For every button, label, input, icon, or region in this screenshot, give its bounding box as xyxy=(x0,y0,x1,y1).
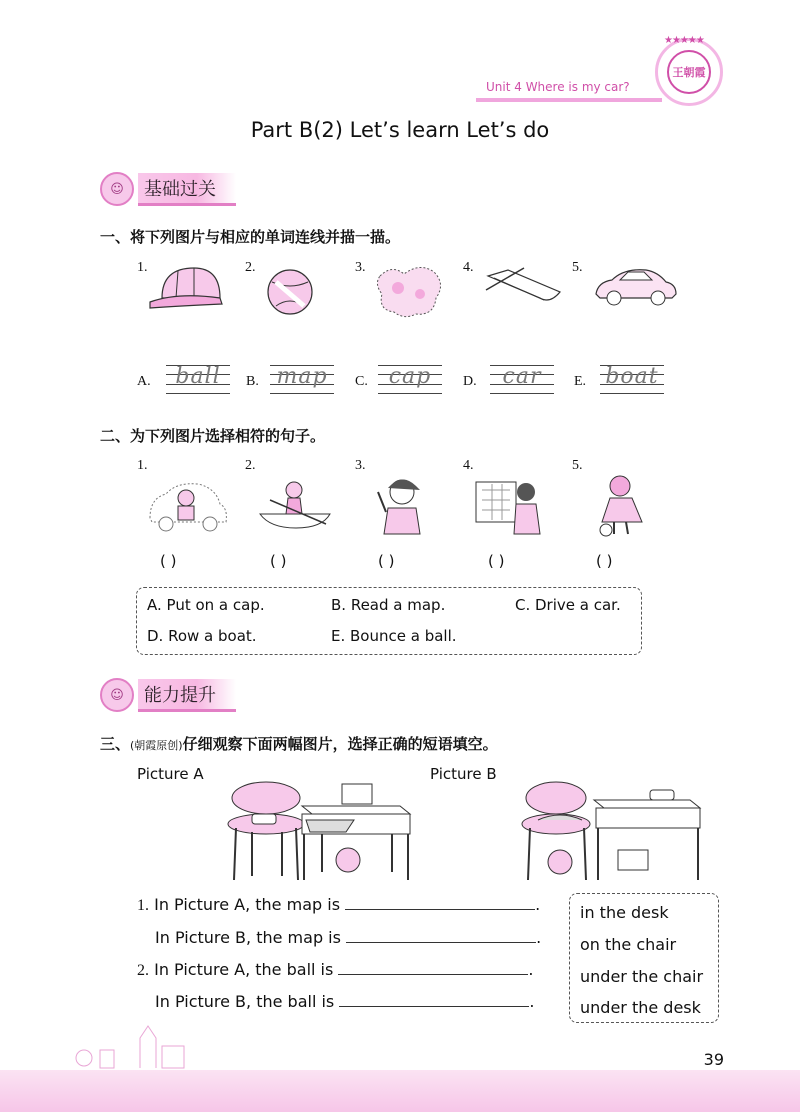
sentence-option: D. Row a boat. xyxy=(147,627,257,645)
brand-badge-icon xyxy=(655,35,723,106)
handwriting-boat xyxy=(600,362,664,396)
phrase-choices-box xyxy=(569,893,719,1023)
picture-a-scene xyxy=(224,780,414,884)
q2-number: 3. xyxy=(355,458,366,473)
answer-blank[interactable] xyxy=(339,992,529,1007)
picture-b-scene xyxy=(520,780,710,884)
put-on-cap-picture xyxy=(372,474,434,536)
cartoon-face-icon: ☺ xyxy=(100,678,134,712)
unit-header xyxy=(476,72,662,102)
map-picture xyxy=(374,262,446,322)
section-basic-header xyxy=(100,174,236,204)
q3-source: (朝霞原创) xyxy=(130,739,183,752)
question-2-instruction: 二、为下列图片选择相符的句子。 xyxy=(100,427,326,445)
q3-prefix: 三、 xyxy=(100,735,131,753)
drive-car-picture xyxy=(146,478,230,534)
boat-picture xyxy=(484,262,564,310)
picture-b-label: Picture B xyxy=(430,765,497,783)
q3-text: 仔细观察下面两幅图片，选择正确的短语填空。 xyxy=(182,735,498,753)
answer-blank[interactable] xyxy=(345,895,535,910)
q1-number: 3. xyxy=(355,260,366,275)
fill-line: 1. In Picture A, the map is . xyxy=(137,895,541,914)
handwriting-ball xyxy=(166,362,230,396)
sentence-option: C. Drive a car. xyxy=(515,596,621,614)
fill-line: In Picture B, the ball is . xyxy=(155,992,535,1011)
q1-number: 1. xyxy=(137,260,148,275)
answer-paren[interactable]: ( ) xyxy=(160,552,177,570)
answer-blank[interactable] xyxy=(346,928,536,943)
sentence-options-box xyxy=(136,587,642,655)
cap-picture xyxy=(148,262,228,314)
section-label: 基础过关 xyxy=(138,173,236,206)
phrase-choice: on the chair xyxy=(580,935,677,954)
footer-band xyxy=(0,1070,800,1112)
unit-title: Unit 4 Where is my car? xyxy=(486,80,630,94)
car-picture xyxy=(592,264,678,308)
traced-word: cap xyxy=(388,364,432,389)
option-letter: A. xyxy=(137,374,151,389)
q1-number: 4. xyxy=(463,260,474,275)
answer-paren[interactable]: ( ) xyxy=(270,552,287,570)
answer-paren[interactable]: ( ) xyxy=(378,552,395,570)
sentence-option: E. Bounce a ball. xyxy=(331,627,457,645)
page-number: 39 xyxy=(703,1050,724,1069)
read-map-picture xyxy=(472,476,548,536)
question-1-instruction: 一、将下列图片与相应的单词连线并描一描。 xyxy=(100,228,401,246)
option-letter: B. xyxy=(246,374,259,389)
page-title: Part B(2) Let’s learn Let’s do xyxy=(250,118,550,142)
question-3-instruction xyxy=(100,733,498,754)
badge-logo: 王朝霞 xyxy=(667,50,711,94)
fill-line: 2. In Picture A, the ball is . xyxy=(137,960,534,979)
answer-paren[interactable]: ( ) xyxy=(488,552,505,570)
handwriting-map xyxy=(270,362,334,396)
traced-word: map xyxy=(276,364,328,389)
option-letter: C. xyxy=(355,374,368,389)
bounce-ball-picture xyxy=(592,472,652,538)
cartoon-face-icon: ☺ xyxy=(100,172,134,206)
traced-word: ball xyxy=(175,364,221,389)
ball-picture xyxy=(266,268,314,316)
q2-number: 4. xyxy=(463,458,474,473)
sentence-option: B. Read a map. xyxy=(331,596,446,614)
q2-number: 2. xyxy=(245,458,256,473)
castle-decoration-icon xyxy=(70,1024,190,1070)
q1-number: 5. xyxy=(572,260,583,275)
traced-word: boat xyxy=(605,364,659,389)
handwriting-cap xyxy=(378,362,442,396)
option-letter: E. xyxy=(574,374,587,389)
q2-number: 1. xyxy=(137,458,148,473)
q2-number: 5. xyxy=(572,458,583,473)
q1-number: 2. xyxy=(245,260,256,275)
section-label: 能力提升 xyxy=(138,679,236,712)
phrase-choice: under the chair xyxy=(580,967,704,986)
phrase-choice: in the desk xyxy=(580,903,669,922)
fill-line: In Picture B, the map is . xyxy=(155,928,542,947)
badge-stars: ★★★★★ xyxy=(664,35,704,46)
option-letter: D. xyxy=(463,374,477,389)
picture-a-label: Picture A xyxy=(137,765,204,783)
section-advanced-header xyxy=(100,680,236,710)
traced-word: car xyxy=(502,364,542,389)
answer-blank[interactable] xyxy=(338,960,528,975)
row-boat-picture xyxy=(256,478,334,532)
phrase-choice: under the desk xyxy=(580,998,701,1017)
answer-paren[interactable]: ( ) xyxy=(596,552,613,570)
handwriting-car xyxy=(490,362,554,396)
sentence-option: A. Put on a cap. xyxy=(147,596,265,614)
